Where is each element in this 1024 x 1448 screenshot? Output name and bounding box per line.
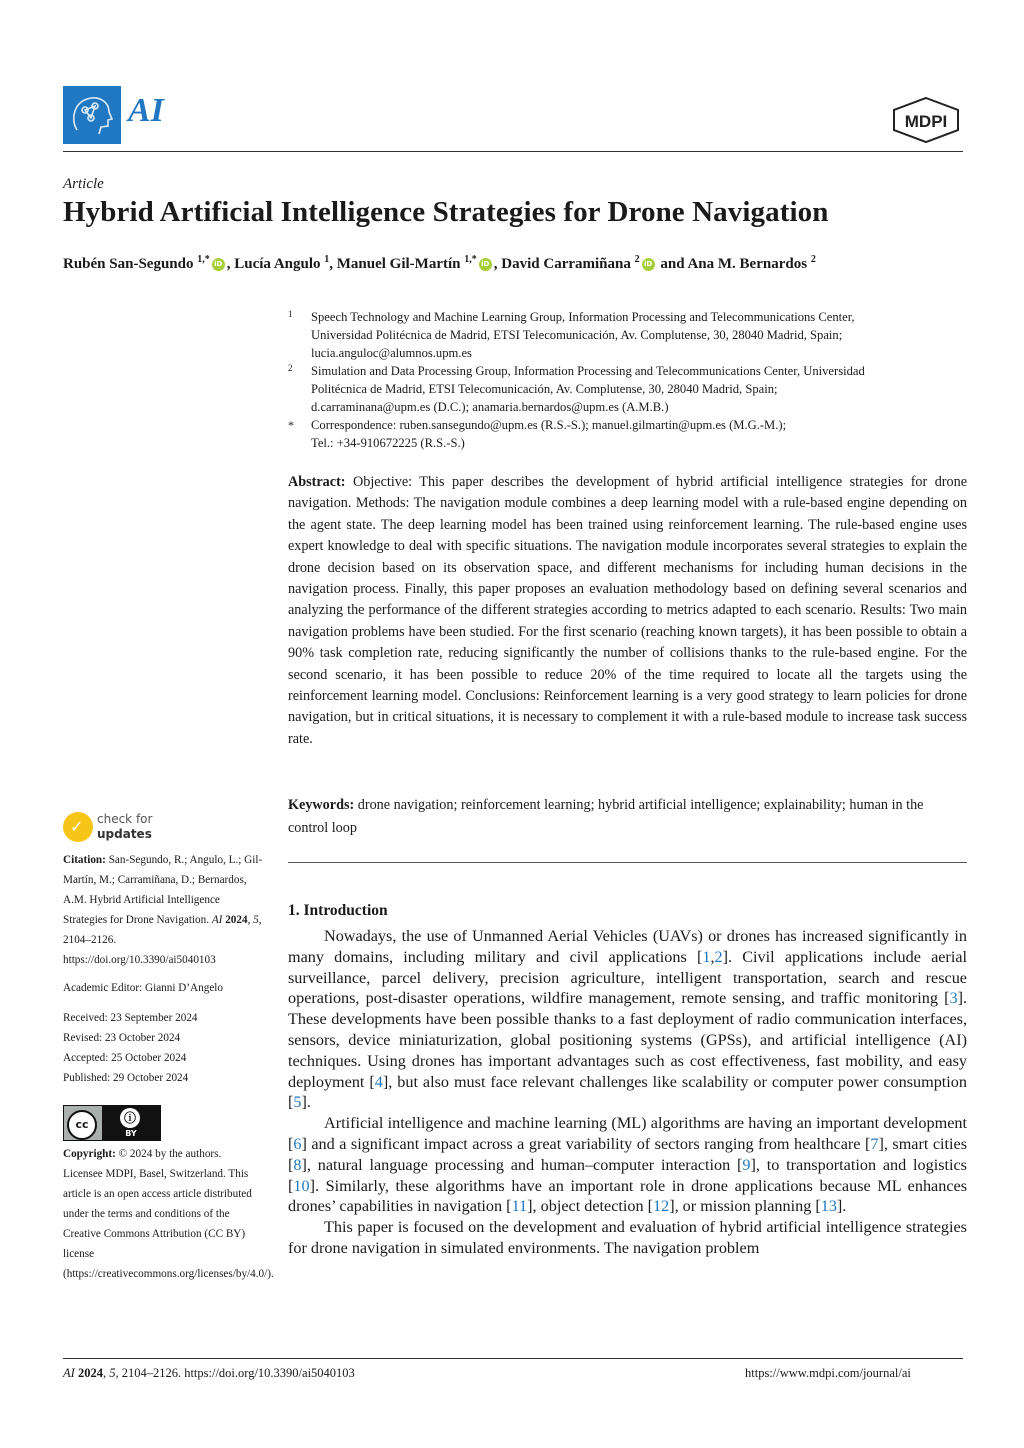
abstract (288, 472, 967, 750)
date-published: Published: 29 October 2024 (63, 1072, 189, 1084)
reference-link[interactable]: 7 (870, 1134, 879, 1153)
reference-link[interactable]: 8 (293, 1155, 302, 1174)
correspondence-line[interactable]: Correspondence: ruben.sansegundo@upm.es (R.S.-S.); manuel.gilmartin@upm.es (M.G.-M.); (311, 418, 787, 432)
affiliations (288, 308, 973, 452)
footer-pages-doi[interactable]: , 2104–2126. https://doi.org/10.3390/ai5040103 (115, 1366, 355, 1380)
paragraph-text: ], smart cities [ (288, 1134, 968, 1174)
affiliation-email[interactable]: d.carraminana@upm.es (D.C.); anamaria.bernardos@upm.es (A.M.B.) (311, 400, 669, 414)
reference-link[interactable]: 2 (714, 947, 723, 966)
paragraph-text: , (710, 947, 715, 966)
updates-label: updates (97, 827, 152, 841)
reference-link[interactable]: 4 (374, 1072, 383, 1091)
citation: Citation: San-Segundo, R.; Angulo, L.; Gil-Martín, M.; Carramiñana, D.; Bernardos, A.M. Hybrid Artificial Intelligence Strategies for Drone Navigation. AI 2024, 5, 2104–2126. https://doi.org/10.3390/ai5040103 (63, 854, 263, 966)
paragraph-text: Artificial intelligence and machine learning (ML) algorithms are having an important development [ (288, 1114, 967, 1153)
correspondence-phone: Tel.: +34-910672225 (R.S.-S.) (311, 436, 465, 450)
author-separator: , (329, 256, 337, 272)
affiliation-1 (288, 308, 973, 362)
author-separator: , (493, 256, 502, 272)
citation-volume: 5 (253, 914, 259, 926)
paragraph-text: ]. (301, 1093, 311, 1112)
cc-license-badge[interactable] (63, 1105, 161, 1141)
reference-link[interactable]: 12 (653, 1197, 670, 1216)
introduction-body (288, 926, 967, 1259)
reference-link[interactable]: 13 (820, 1197, 837, 1216)
section-heading-introduction: 1. Introduction (288, 902, 388, 919)
author-name: Lucía Angulo (234, 256, 325, 272)
orcid-icon[interactable]: iD (642, 258, 655, 271)
article-type: Article (63, 176, 104, 192)
citation-text: San-Segundo, R.; Angulo, L.; Gil-Martín, M.; Carramiñana, D.; Bernardos, A.M. Hybrid Artificial Intelligence Strategies for Drone Navigation. (63, 854, 263, 926)
cc-icon: cc (67, 1110, 97, 1140)
date-revised: Revised: 23 October 2024 (63, 1032, 181, 1044)
copyright (63, 1144, 274, 1284)
paragraph (288, 1113, 967, 1217)
author-list (63, 254, 816, 273)
paragraph (288, 926, 967, 1113)
paragraph-text: ]. (836, 1197, 847, 1216)
affiliation-2 (288, 362, 973, 416)
citation-pages: , 2104–2126. (63, 914, 262, 946)
paragraph-text: ], natural language processing and human–computer interaction [ (301, 1155, 743, 1174)
header-divider (63, 151, 963, 152)
author-affiliation-sup: 2 (810, 254, 816, 265)
affiliation-email[interactable]: lucia.anguloc@alumnos.upm.es (311, 346, 472, 360)
citation-journal: AI (211, 914, 223, 926)
paragraph-text: ]. Civil applications include aerial surveillance, parcel delivery, precision agriculture, intelligent transportation, search and rescue operations, post-disaster operations, wildfire management, remote sensing, and traffic monitoring [ (288, 947, 968, 1008)
correspondence (288, 416, 973, 452)
copyright-label: Copyright: (63, 1148, 116, 1160)
author-separator: , (226, 256, 235, 272)
author-name: David Carramiñana (501, 256, 635, 272)
reference-link[interactable]: 5 (293, 1093, 302, 1112)
affiliation-line: Speech Technology and Machine Learning Group, Information Processing and Telecommunications Center, (311, 310, 855, 324)
journal-logo-icon (63, 86, 121, 144)
paragraph-text: Nowadays, the use of Unmanned Aerial Vehicles (UAVs) or drones has increased significantly in many domains, including military and civil applications [ (288, 927, 967, 966)
author-affiliation-sup: 1 (324, 254, 330, 265)
check-label: check for (97, 812, 153, 826)
reference-link[interactable]: 1 (702, 947, 711, 966)
sidebar (63, 850, 263, 1088)
paragraph-text: ], but also must face relevant challenges like scalability or computer power consumption [ (288, 1072, 967, 1112)
keywords (288, 794, 967, 840)
paragraph-text: ], to transportation and logistics [ (288, 1155, 967, 1195)
mdpi-logo-icon (890, 96, 962, 144)
cc-by-panel (102, 1106, 160, 1140)
footer-year: 2024 (77, 1366, 103, 1380)
footer-citation: AI 2024, 5, 2104–2126. https://doi.org/10.3390/ai5040103 (63, 1366, 355, 1380)
date-accepted: Accepted: 25 October 2024 (63, 1052, 187, 1064)
abstract-label: Abstract: (288, 474, 346, 490)
cc-by-label: BY (125, 1129, 137, 1138)
paragraph-text: ]. These developments have been possible thanks to a fast deployment of radio communication interfaces, sensors, device miniaturization, global positioning systems (GPSs), and artificial intelligence (AI) techniques. Using drones has important advantages such as cost effectiveness, fast mobility, and easy deployment [ (288, 989, 967, 1091)
reference-link[interactable]: 9 (742, 1155, 751, 1174)
footer-divider (63, 1358, 963, 1359)
paragraph-text: ], object detection [ (527, 1197, 654, 1216)
author-affiliation-sup: 1,* (464, 254, 477, 265)
correspondence-marker: * (288, 418, 294, 432)
keywords-label: Keywords: (288, 797, 355, 813)
affiliation-line: Politécnica de Madrid, ETSI Telecomunicación, Av. Complutense, 30, 28040 Madrid, Spain; (311, 382, 778, 396)
affiliation-marker: 1 (288, 309, 293, 319)
citation-doi-link[interactable]: https://doi.org/10.3390/ai5040103 (63, 954, 216, 966)
abstract-divider (288, 862, 967, 863)
orcid-icon[interactable]: iD (479, 258, 492, 271)
author-name: Ana M. Bernardos (687, 256, 811, 272)
author-name: Rubén San-Segundo (63, 256, 198, 272)
author-affiliation-sup: 2 (634, 254, 640, 265)
paper-title: Hybrid Artificial Intelligence Strategies for Drone Navigation (63, 196, 829, 228)
author-affiliation-sup: 1,* (197, 254, 210, 265)
footer-journal: AI (63, 1366, 75, 1380)
reference-link[interactable]: 11 (511, 1197, 528, 1216)
academic-editor: Academic Editor: Gianni D’Angelo (63, 982, 223, 994)
person-icon: ⓘ (120, 1108, 140, 1128)
keywords-text: drone navigation; reinforcement learning; hybrid artificial intelligence; explainability; human in the control loop (288, 797, 924, 836)
check-icon: ✓ (63, 812, 93, 842)
journal-name: AI (128, 92, 164, 129)
reference-link[interactable]: 10 (293, 1176, 310, 1195)
author-name: Manuel Gil-Martín (336, 256, 465, 272)
citation-label: Citation: (63, 854, 106, 866)
citation-year: 2024 (225, 914, 248, 926)
paragraph-text: ] and a significant impact across a great variability of sectors ranging from healthcare [ (301, 1134, 871, 1153)
footer-journal-url[interactable]: https://www.mdpi.com/journal/ai (745, 1366, 911, 1380)
affiliation-marker: 2 (288, 363, 293, 373)
reference-link[interactable]: 3 (949, 989, 958, 1008)
publisher-name: MDPI (904, 112, 948, 131)
date-received: Received: 23 September 2024 (63, 1012, 198, 1024)
author-separator: and (656, 256, 688, 272)
paragraph: This paper is focused on the development and evaluation of hybrid artificial intelligence strategies for drone navigation in simulated environments. The navigation problem (288, 1218, 967, 1257)
paragraph-text: ], or mission planning [ (669, 1197, 821, 1216)
copyright-text: © 2024 by the authors. Licensee MDPI, Basel, Switzerland. This article is an open access article distributed under the terms and conditions of the Creative Commons Attribution (CC BY) license (https://creativecommons.org/licenses/by/4.0/). (63, 1148, 274, 1280)
footer-volume: 5 (109, 1366, 116, 1380)
check-for-updates-badge[interactable] (63, 812, 183, 844)
affiliation-line: Universidad Politécnica de Madrid, ETSI Telecomunicación, Av. Complutense, 30, 28040 Madrid, Spain; (311, 328, 843, 342)
orcid-icon[interactable]: iD (212, 258, 225, 271)
paragraph-text: ]. Similarly, these algorithms have an important role in drone applications because ML enhances drones’ capabilities in navigation [ (288, 1176, 967, 1216)
abstract-text: Objective: This paper describes the development of hybrid artificial intelligence strategies for drone navigation. Methods: The navigation module combines a deep learning model with a rule-based engine depending on the agent state. The deep learning model has been trained using reinforcement learning. The rule-based engine uses expert knowledge to deal with specific situations. The navigation module incorporates several strategies to explain the drone decision based on its observation space, and different mechanisms for including human decisions in the navigation process. Finally, this paper proposes an evaluation methodology based on defining several scenarios and analyzing the performance of the different strategies according to metrics adapted to each scenario. Results: Two main navigation problems have been studied. For the first scenario (reaching known targets), it has been possible to obtain a 90% task completion rate, reducing significantly the number of collisions thanks to the rule-based engine. For the second scenario, it has been possible to reduce 20% of the time required to locate all the targets using the reinforcement learning model. Conclusions: Reinforcement learning is a very good strategy to learn policies for drone navigation, but in critical situations, it is necessary to complement it with a rule-based module to increase task success rate. (288, 474, 967, 747)
reference-link[interactable]: 6 (293, 1134, 302, 1153)
affiliation-line: Simulation and Data Processing Group, Information Processing and Telecommunications Center, Universidad (311, 364, 865, 378)
